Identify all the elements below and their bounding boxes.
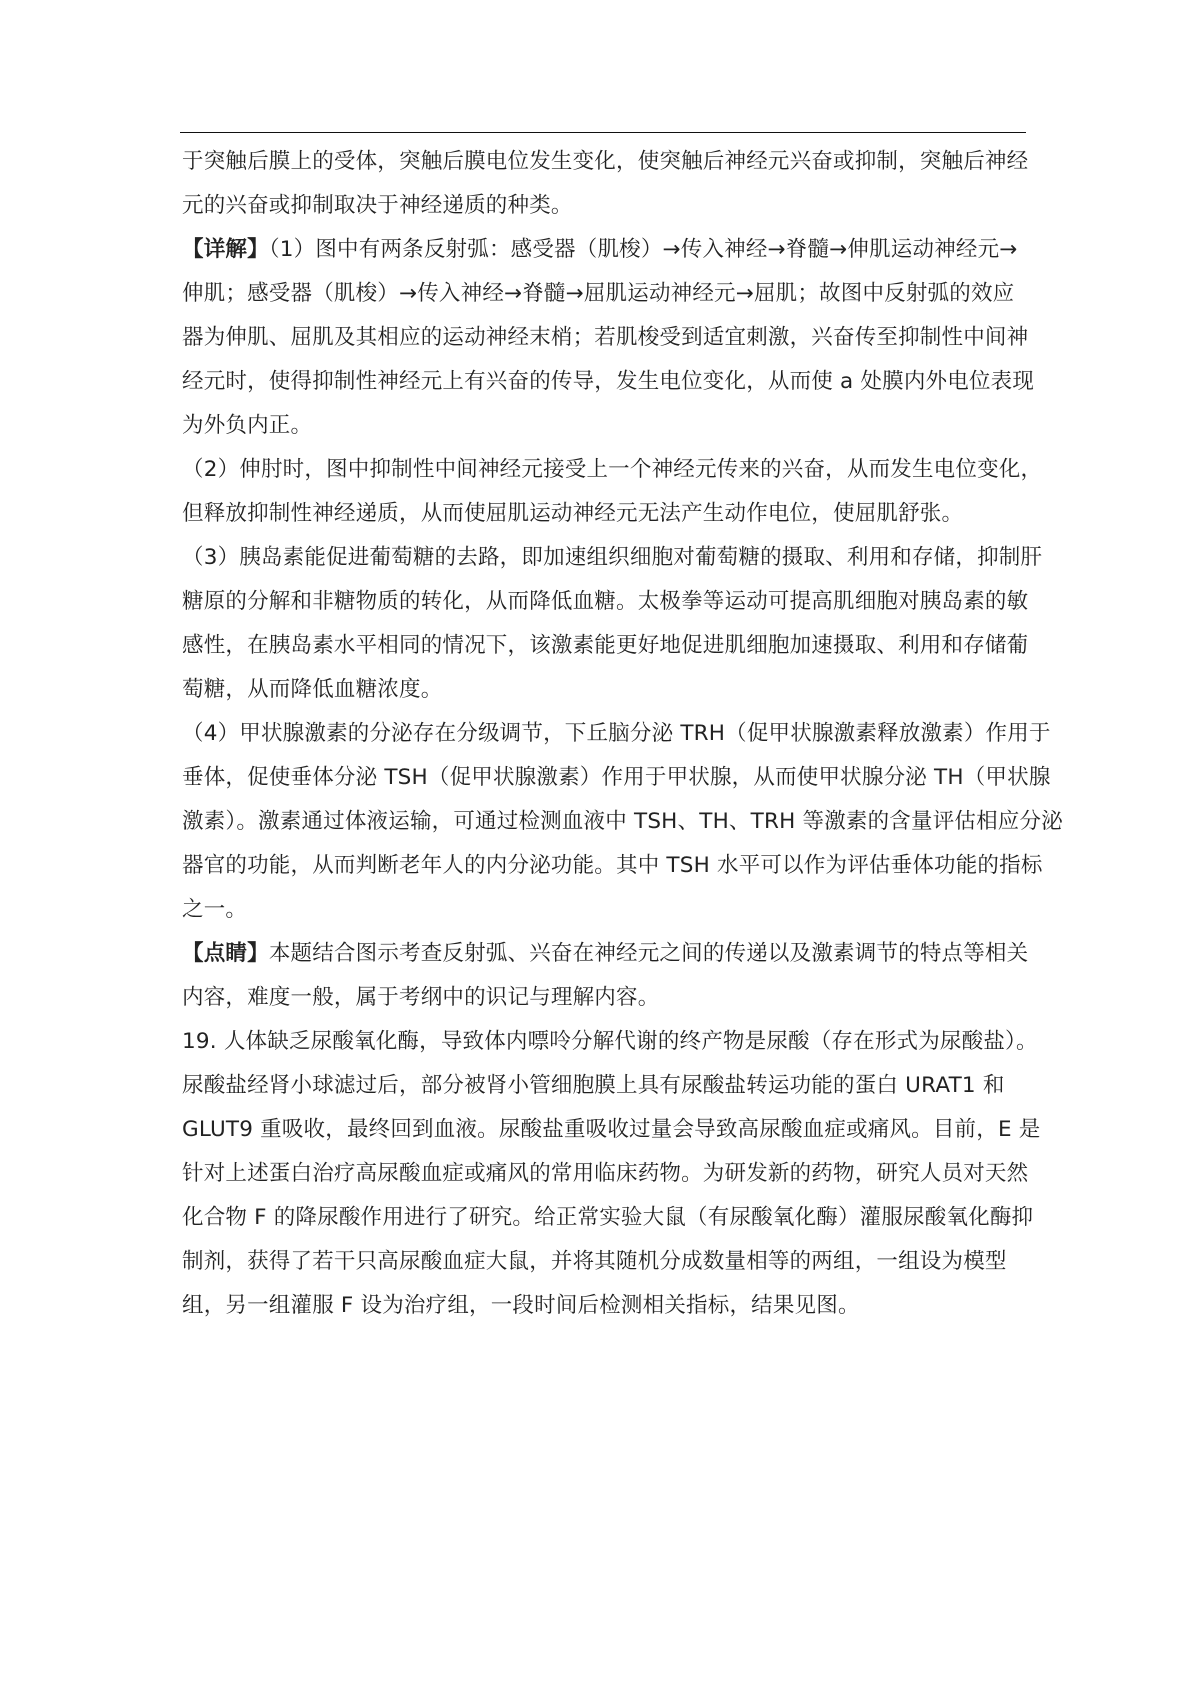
text-line: （3）胰岛素能促进葡萄糖的去路，即加速组织细胞对葡萄糖的摄取、利用和存储，抑制肝 [182, 545, 1043, 570]
text-line: 之一。 [182, 897, 248, 922]
document-body [182, 140, 1063, 1328]
question-19-line: 尿酸盐经肾小球滤过后，部分被肾小管细胞膜上具有尿酸盐转运功能的蛋白 URAT1 和 [182, 1073, 1005, 1098]
text-line: 但释放抑制性神经递质，从而使屈肌运动神经元无法产生动作电位，使屈肌舒张。 [182, 501, 964, 526]
header-rule [180, 132, 1026, 133]
question-19-line: 化合物 F 的降尿酸作用进行了研究。给正常实验大鼠（有尿酸氧化酶）灌服尿酸氧化酶抑 [182, 1205, 1034, 1230]
question-19-line: 针对上述蛋白治疗高尿酸血症或痛风的常用临床药物。为研发新的药物，研究人员对天然 [182, 1161, 1029, 1186]
text-line: 为外负内正。 [182, 413, 313, 438]
question-19-line: 制剂，获得了若干只高尿酸血症大鼠，并将其随机分成数量相等的两组，一组设为模型 [182, 1249, 1007, 1274]
text-span: 本题结合图示考查反射弧、兴奋在神经元之间的传递以及激素调节的特点等相关 [268, 941, 1029, 966]
text-line: 糖原的分解和非糖物质的转化，从而降低血糖。太极拳等运动可提高肌细胞对胰岛素的敏 [182, 589, 1029, 614]
text-line: 经元时，使得抑制性神经元上有兴奋的传导，发生电位变化，从而使 a 处膜内外电位表现 [182, 369, 1035, 394]
text-line: （4）甲状腺激素的分泌存在分级调节，下丘脑分泌 TRH（促甲状腺激素释放激素）作用于 [182, 721, 1051, 746]
question-19-line: GLUT9 重吸收，最终回到血液。尿酸盐重吸收过量会导致高尿酸血症或痛风。目前，E 是 [182, 1117, 1041, 1142]
text-line [182, 228, 1022, 272]
text-line: （2）伸肘时，图中抑制性中间神经元接受上一个神经元传来的兴奋，从而发生电位变化， [182, 457, 1043, 482]
text-span: （1）图中有两条反射弧：感受器（肌梭）→传入神经→脊髓→伸肌运动神经元→ [268, 237, 1018, 262]
question-19-line: 组，另一组灌服 F 设为治疗组，一段时间后检测相关指标，结果见图。 [182, 1293, 860, 1318]
text-line: 元的兴奋或抑制取决于神经递质的种类。 [182, 193, 573, 218]
section-label-highlight: 【点睛】 [182, 941, 269, 966]
text-line: 萄糖，从而降低血糖浓度。 [182, 677, 443, 702]
text-line: 内容，难度一般，属于考纲中的识记与理解内容。 [182, 985, 660, 1010]
text-line: 垂体，促使垂体分泌 TSH（促甲状腺激素）作用于甲状腺，从而使甲状腺分泌 TH（甲状腺 [182, 765, 1051, 790]
question-19-line: 19. 人体缺乏尿酸氧化酶，导致体内嘌呤分解代谢的终产物是尿酸（存在形式为尿酸盐）。 [182, 1029, 1038, 1054]
text-line: 器为伸肌、屈肌及其相应的运动神经末梢；若肌梭受到适宜刺激，兴奋传至抑制性中间神 [182, 325, 1029, 350]
text-line: 器官的功能，从而判断老年人的内分泌功能。其中 TSH 水平可以作为评估垂体功能的指标 [182, 853, 1043, 878]
section-label-detail: 【详解】 [182, 237, 269, 262]
text-line: 于突触后膜上的受体，突触后膜电位发生变化，使突触后神经元兴奋或抑制，突触后神经 [182, 149, 1029, 174]
text-line: 感性，在胰岛素水平相同的情况下，该激素能更好地促进肌细胞加速摄取、利用和存储葡 [182, 633, 1029, 658]
text-line: 激素）。激素通过体液运输，可通过检测血液中 TSH、TH、TRH 等激素的含量评估相应分泌 [182, 809, 1063, 834]
text-line: 伸肌；感受器（肌梭）→传入神经→脊髓→屈肌运动神经元→屈肌；故图中反射弧的效应 [182, 281, 1015, 306]
text-line [182, 932, 1029, 976]
